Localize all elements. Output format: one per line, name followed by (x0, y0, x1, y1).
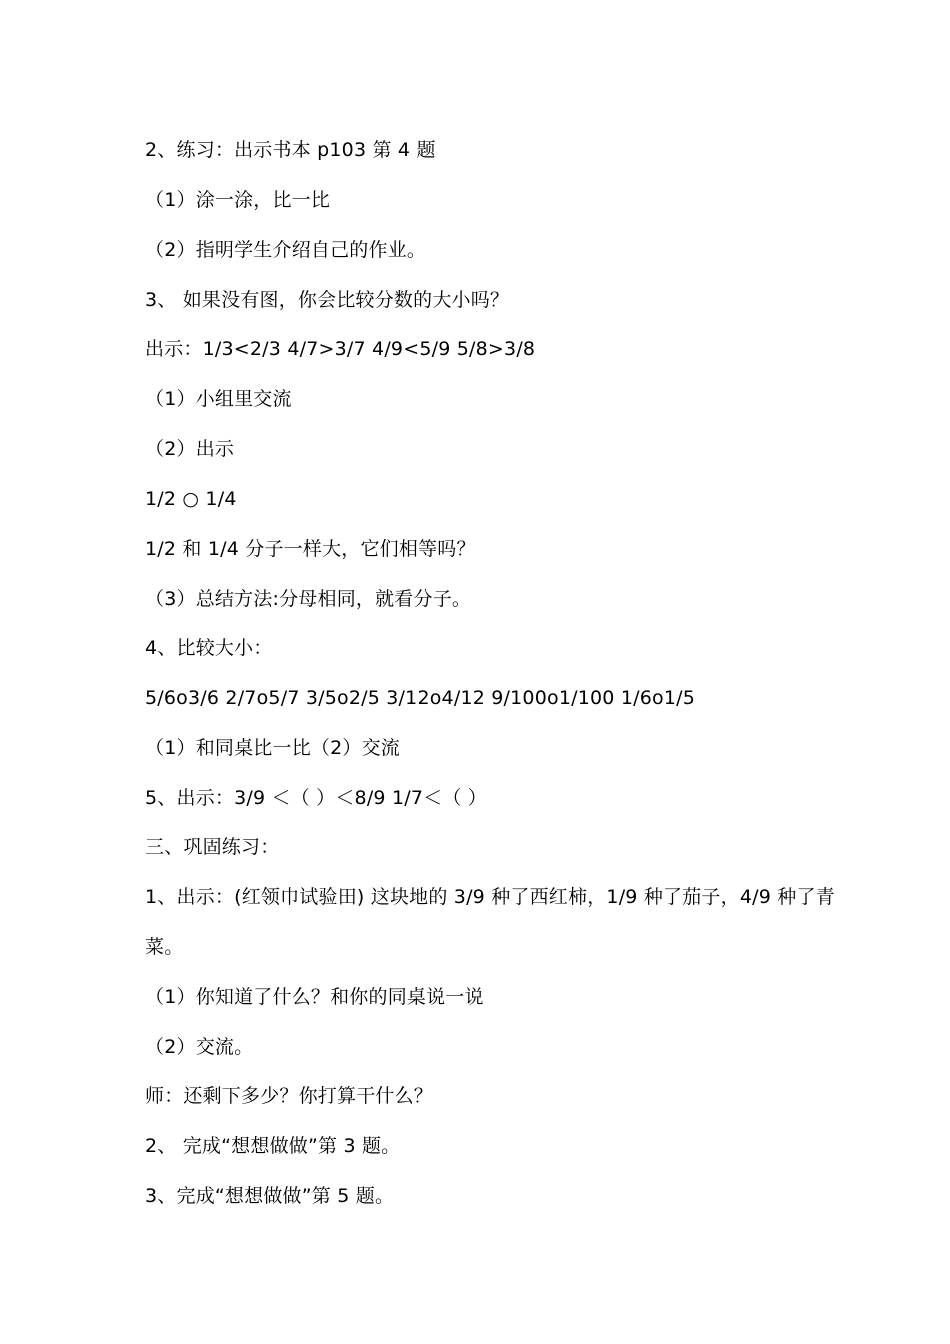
text-line: 菜。 (145, 936, 184, 958)
text-line: （2）指明学生介绍自己的作业。 (145, 239, 427, 261)
text-line: 1/2 和 1/4 分子一样大，它们相等吗？ (145, 538, 476, 560)
text-line: 1、出示：(红领巾试验田) 这块地的 3/9 种了西红柿，1/9 种了茄子，4/9 种了青 (145, 886, 835, 908)
text-line: 1/2 ○ 1/4 (145, 488, 237, 510)
text-line: （1）涂一涂，比一比 (145, 189, 331, 211)
text-line: 3、 如果没有图，你会比较分数的大小吗？ (145, 289, 510, 311)
text-line: （2）出示 (145, 438, 235, 460)
text-line: （1）小组里交流 (145, 388, 292, 410)
text-line: （2）交流。 (145, 1036, 254, 1058)
text-line: 3、完成“想想做做”第 5 题。 (145, 1185, 395, 1207)
text-line: 出示：1/3<2/3 4/7>3/7 4/9<5/9 5/8>3/8 (145, 338, 536, 360)
text-line: 5、出示：3/9 ＜（ ）＜8/9 1/7＜（ ） (145, 787, 487, 809)
text-line: 2、练习：出示书本 p103 第 4 题 (145, 139, 436, 161)
text-line: 4、比较大小： (145, 637, 273, 659)
text-line: 三、巩固练习： (145, 836, 280, 858)
text-line: （1）你知道了什么？和你的同桌说一说 (145, 986, 484, 1008)
text-line: 师：还剩下多少？你打算干什么？ (145, 1085, 434, 1107)
text-line: 2、 完成“想想做做”第 3 题。 (145, 1135, 401, 1157)
text-line: （3）总结方法:分母相同，就看分子。 (145, 588, 472, 610)
text-line: 5/6o3/6 2/7o5/7 3/5o2/5 3/12o4/12 9/100o1/100 1/6o1/5 (145, 687, 696, 709)
text-line: （1）和同桌比一比（2）交流 (145, 737, 400, 759)
